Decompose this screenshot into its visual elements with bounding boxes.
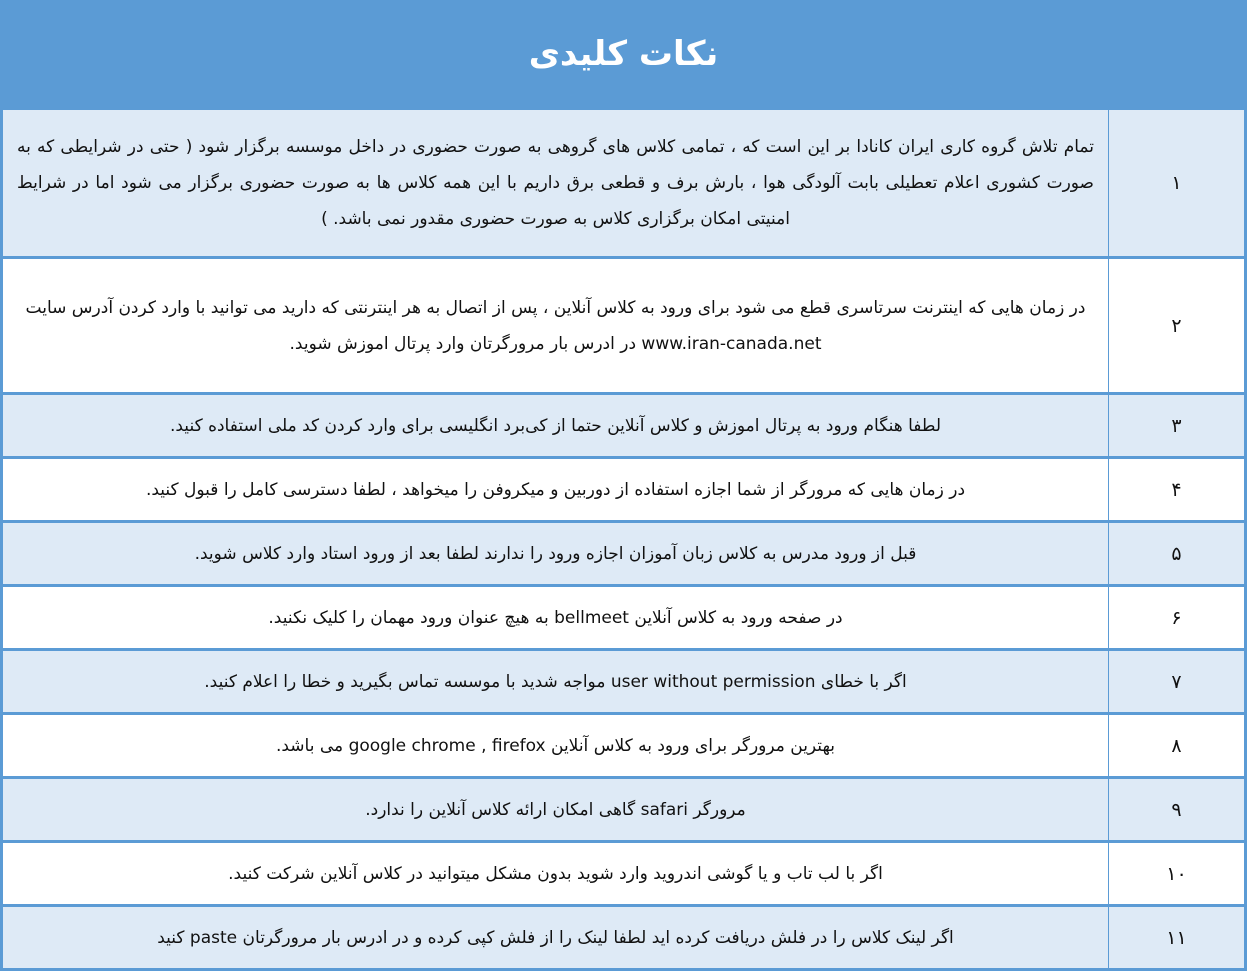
table-row — [2, 522, 1246, 586]
key-points-table — [0, 107, 1247, 971]
row-number: ۱۰ — [1109, 842, 1246, 906]
row-text: در زمان هایی که مرورگر از شما اجازه استفاده از دوربین و میکروفن را میخواهد ، لطفا دسترسی کامل را قبول کنید. — [2, 458, 1109, 522]
row-number: ۱ — [1109, 109, 1246, 258]
table-row — [2, 458, 1246, 522]
row-text: اگر لینک کلاس را در فلش دریافت کرده اید لطفا لینک را از فلش کپی کرده و در ادرس بار مرورگرتان paste کنید — [2, 906, 1109, 970]
row-text: اگر با خطای user without permission مواجه شدید با موسسه تماس بگیرید و خطا را اعلام کنید. — [2, 650, 1109, 714]
row-number: ۳ — [1109, 394, 1246, 458]
table-row — [2, 650, 1246, 714]
row-text: در زمان هایی که اینترنت سرتاسری قطع می شود برای ورود به کلاس آنلاین ، پس از اتصال به هر اینترنتی که دارید می توانید با وارد کردن آدرس سایت www.iran-canada.net در ادرس بار مرورگرتان وارد پرتال اموزش شوید. — [2, 258, 1109, 394]
row-number: ۹ — [1109, 778, 1246, 842]
table-row — [2, 906, 1246, 970]
row-text: بهترین مرورگر برای ورود به کلاس آنلاین google chrome , firefox می باشد. — [2, 714, 1109, 778]
table-row — [2, 258, 1246, 394]
row-number: ۸ — [1109, 714, 1246, 778]
row-number: ۱۱ — [1109, 906, 1246, 970]
table-row — [2, 109, 1246, 258]
page-title: نکات کلیدی — [528, 33, 719, 74]
row-number: ۵ — [1109, 522, 1246, 586]
row-text: تمام تلاش گروه کاری ایران کانادا بر این است که ، تمامی کلاس های گروهی به صورت حضوری در داخل موسسه برگزار شود ( حتی در شرایطی که به صورت کشوری اعلام تعطیلی بابت آلودگی هوا ، بارش برف و قطعی برق داریم با این همه کلاس ها به صورت حضوری برگزار می شود اما در شرایط امنیتی امکان برگزاری کلاس به صورت حضوری مقدور نمی باشد. ) — [2, 109, 1109, 258]
row-text: اگر با لب تاب و یا گوشی اندروید وارد شوید بدون مشکل میتوانید در کلاس آنلاین شرکت کنید. — [2, 842, 1109, 906]
row-text: در صفحه ورود به کلاس آنلاین bellmeet به هیچ عنوان ورود مهمان را کلیک نکنید. — [2, 586, 1109, 650]
row-number: ۲ — [1109, 258, 1246, 394]
table-row — [2, 842, 1246, 906]
row-number: ۴ — [1109, 458, 1246, 522]
table-row — [2, 714, 1246, 778]
table-row — [2, 394, 1246, 458]
table-row — [2, 586, 1246, 650]
table-row — [2, 778, 1246, 842]
row-text: قبل از ورود مدرس به کلاس زبان آموزان اجازه ورود را ندارند لطفا بعد از ورود استاد وارد کلاس شوید. — [2, 522, 1109, 586]
title-banner — [0, 0, 1247, 107]
row-text: لطفا هنگام ورود به پرتال اموزش و کلاس آنلاین حتما از کی‌برد انگلیسی برای وارد کردن کد ملی استفاده کنید. — [2, 394, 1109, 458]
row-number: ۷ — [1109, 650, 1246, 714]
row-number: ۶ — [1109, 586, 1246, 650]
row-text: مرورگر safari گاهی امکان ارائه کلاس آنلاین را ندارد. — [2, 778, 1109, 842]
